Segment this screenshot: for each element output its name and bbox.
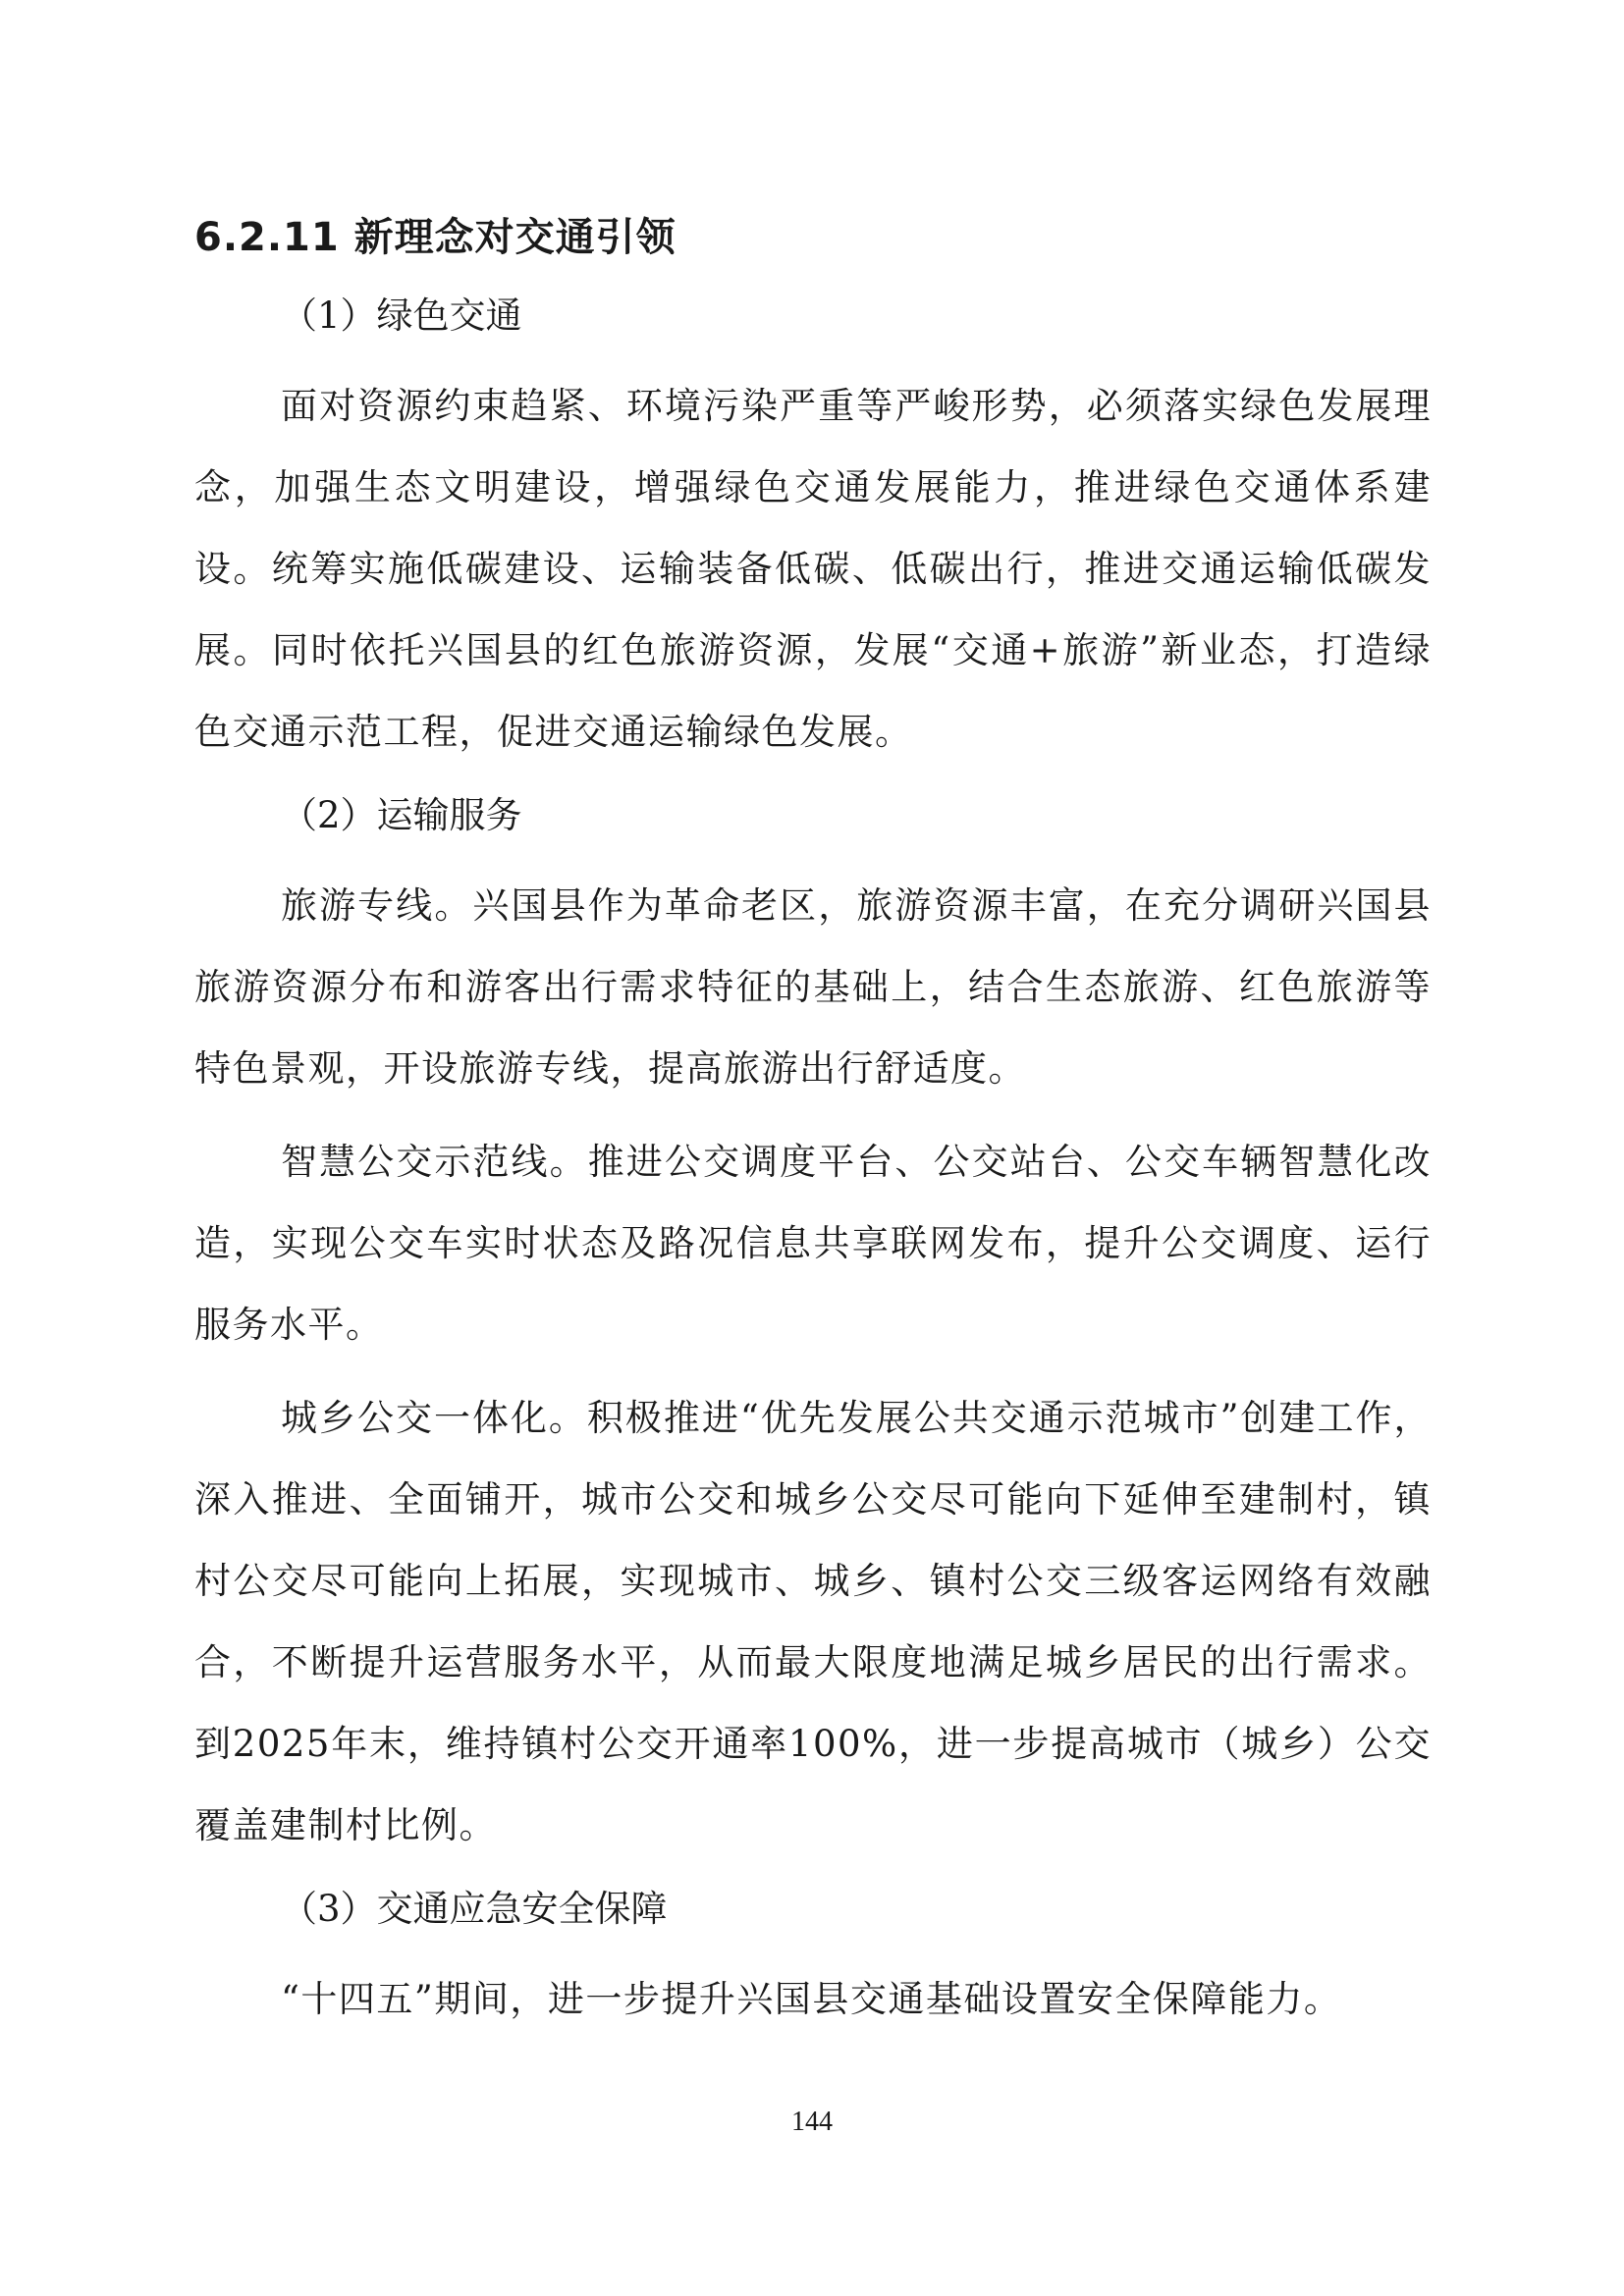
page-content — [194, 206, 1432, 2052]
subsection-transport-service — [194, 784, 1432, 1866]
paragraph: “十四五”期间，进一步提升兴国县交通基础设置安全保障能力。 — [281, 1978, 1342, 2020]
subsection-title: （1）绿色交通 — [281, 294, 522, 337]
subsection-green-transport — [194, 285, 1432, 773]
subsection-title: （2）运输服务 — [281, 794, 522, 836]
paragraph: 面对资源约束趋紧、环境污染严重等严峻形势，必须落实绿色发展理念，加强生态文明建设，增强绿色交通发展能力，推进绿色交通体系建设。统筹实施低碳建设、运输装备低碳、低碳出行，推进交通运输低碳发展。同时依托兴国县的红色旅游资源，发展“交通+旅游”新业态，打造绿色交通示范工程，促进交通运输绿色发展。 — [194, 385, 1432, 753]
page-number: 144 — [791, 2107, 833, 2137]
paragraph: 城乡公交一体化。积极推进“优先发展公共交通示范城市”创建工作，深入推进、全面铺开，城市公交和城乡公交尽可能向下延伸至建制村，镇村公交尽可能向上拓展，实现城市、城乡、镇村公交三级客运网络有效融合，不断提升运营服务水平，从而最大限度地满足城乡居民的出行需求。到2025年末，维持镇村公交开通率100%，进一步提高城市（城乡）公交覆盖建制村比例。 — [194, 1397, 1432, 1846]
paragraph: 旅游专线。兴国县作为革命老区，旅游资源丰富，在充分调研兴国县旅游资源分布和游客出行需求特征的基础上，结合生态旅游、红色旅游等特色景观，开设旅游专线，提高旅游出行舒适度。 — [194, 884, 1432, 1090]
section-heading: 6.2.11 新理念对交通引领 — [194, 215, 677, 260]
paragraph: 智慧公交示范线。推进公交调度平台、公交站台、公交车辆智慧化改造，实现公交车实时状态及路况信息共享联网发布，提升公交调度、运行服务水平。 — [194, 1141, 1432, 1346]
subsection-emergency-safety — [194, 1878, 1432, 2040]
subsection-title: （3）交通应急安全保障 — [281, 1888, 668, 1930]
